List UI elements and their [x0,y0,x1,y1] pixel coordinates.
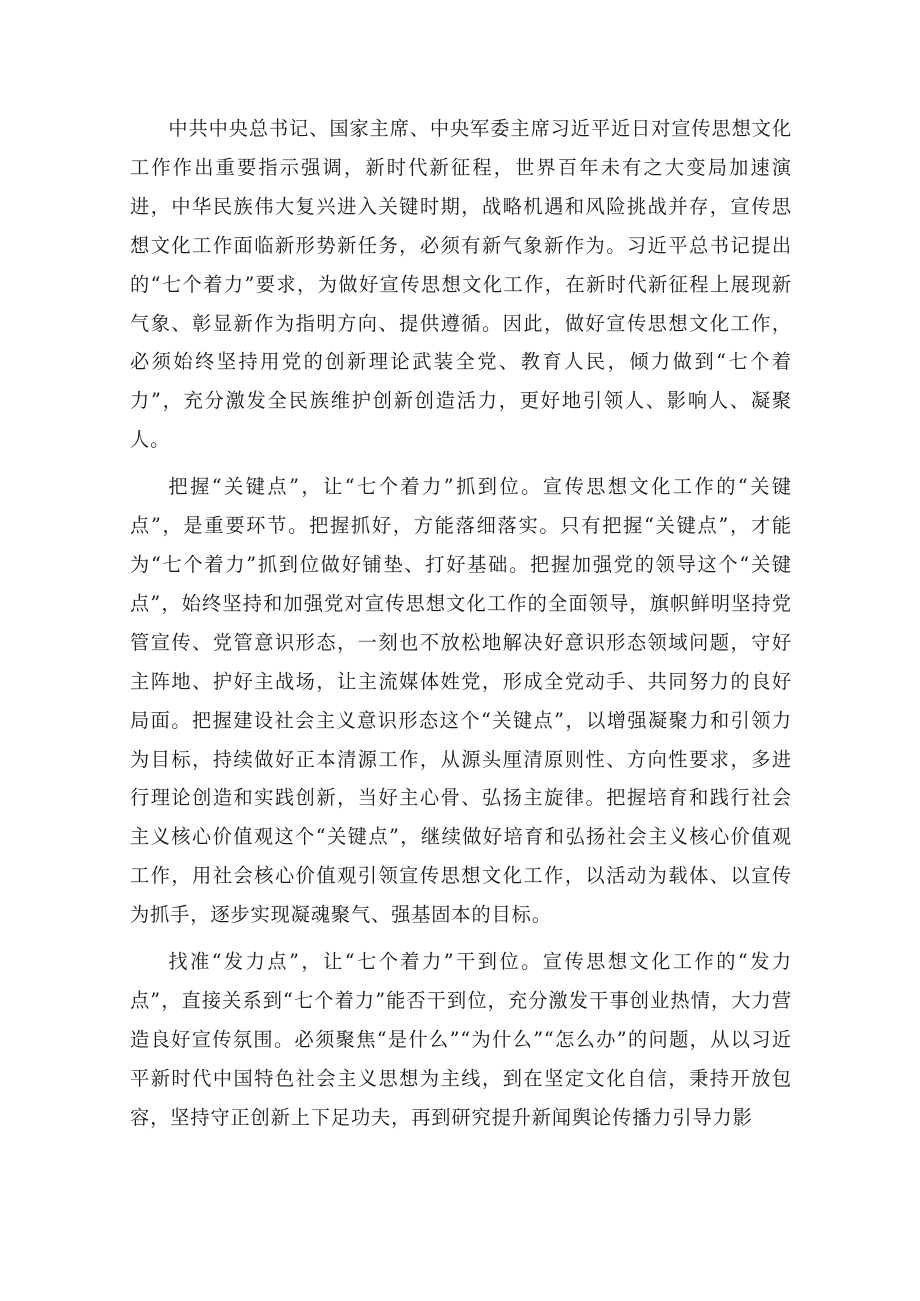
paragraph-force-point: 找准“发力点”，让“七个着力”干到位。宣传思想文化工作的“发力点”，直接关系到“七个着力”能否干到位，充分激发干事创业热情，大力营造良好宣传氛围。必须聚焦“是什么”“为什么”“怎么办”的问题，从以习近平新时代中国特色社会主义思想为主线，到在坚定文化自信，秉持开放包容，坚持守正创新上下足功夫，再到研究提升新闻舆论传播力引导力影 [130,950,792,1129]
paragraph-intro: 中共中央总书记、国家主席、中央军委主席习近平近日对宣传思想文化工作作出重要指示强调，新时代新征程，世界百年未有之大变局加速演进，中华民族伟大复兴进入关键时期，战略机遇和风险挑战并存，宣传思想文化工作面临新形势新任务，必须有新气象新作为。习近平总书记提出的“七个着力”要求，为做好宣传思想文化工作，在新时代新征程上展现新气象、彰显新作为指明方向、提供遵循。因此，做好宣传思想文化工作，必须始终坚持用党的创新理论武装全党、教育人民，倾力做到“七个着力”，充分激发全民族维护创新创造活力，更好地引领人、影响人、凝聚人。 [130,117,792,452]
document-body [130,110,792,1146]
paragraph-key-point: 把握“关键点”，让“七个着力”抓到位。宣传思想文化工作的“关键点”，是重要环节。把握抓好，方能落细落实。只有把握“关键点”，才能为“七个着力”抓到位做好铺垫、打好基础。把握加强党的领导这个“关键点”，始终坚持和加强党对宣传思想文化工作的全面领导，旗帜鲜明坚持党管宣传、党管意识形态，一刻也不放松地解决好意识形态领域问题，守好主阵地、护好主战场，让主流媒体姓党，形成全党动手、共同努力的良好局面。把握建设社会主义意识形态这个“关键点”，以增强凝聚力和引领力为目标，持续做好正本清源工作，从源头厘清原则性、方向性要求，多进行理论创造和实践创新，当好主心骨、弘扬主旋律。把握培育和践行社会主义核心价值观这个“关键点”，继续做好培育和弘扬社会主义核心价值观工作，用社会核心价值观引领宣传思想文化工作，以活动为载体、以宣传为抓手，逐步实现凝魂聚气、强基固本的目标。 [130,475,792,927]
